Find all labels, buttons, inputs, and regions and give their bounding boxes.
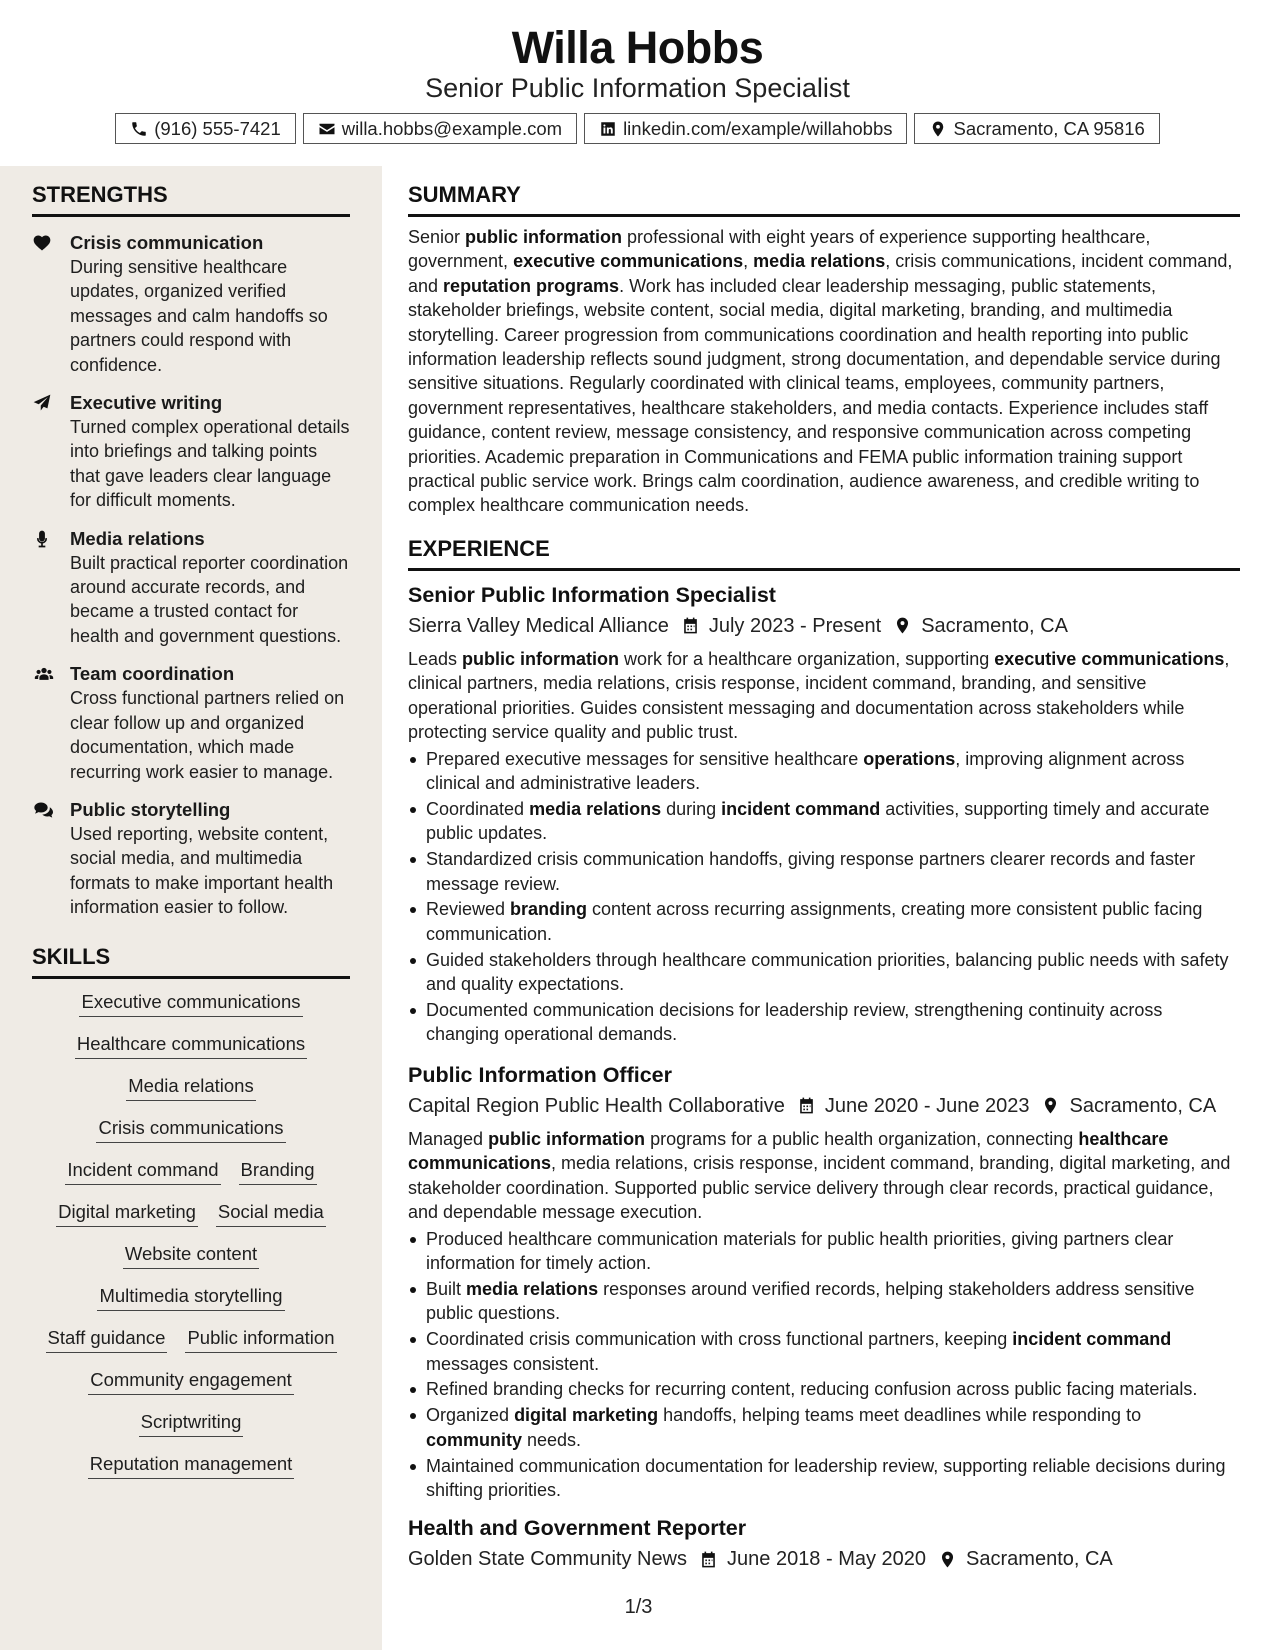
strength-item: [32, 391, 350, 513]
skill-tag: Reputation management: [88, 1453, 295, 1479]
contact-phone[interactable]: [115, 113, 296, 144]
strength-title: Team coordination: [70, 663, 235, 685]
job-title: Health and Government Reporter: [408, 1516, 747, 1541]
job-meta: [408, 1546, 1240, 1572]
paper-plane-icon: [32, 393, 52, 413]
job-dates: June 2020 - June 2023: [824, 1094, 1030, 1117]
sidebar: [0, 166, 382, 1650]
job-description: Leads public information work for a healthcare organization, supporting executive communications, clinical partners, media relations, crisis response, incident command, branding, and sensitive operational priorities. Guides consistent messaging and documentation across stakeholders while protecting service quality and public trust.: [408, 648, 1230, 743]
users-icon: [32, 664, 56, 684]
bullet-item: Refined branding checks for recurring content, reducing confusion across public facing materials.: [408, 1377, 1240, 1401]
skill-tag: Crisis communications: [96, 1117, 285, 1143]
phone-icon: [130, 120, 148, 138]
summary-text: Senior public information professional with eight years of experience supporting healthcare, government, executive communications, media relations, crisis communications, incident command, and reputation programs. Work has included clear leadership messaging, public statements, stakeholder briefings, website content, social media, digital marketing, branding, and multimedia storytelling. Career progression from communications coordination and health reporting into public information leadership reflects sound judgment, strong documentation, and dependable service during sensitive situations. Regularly coordinated with clinical teams, employees, community partners, government representatives, healthcare stakeholders, and media contacts. Experience includes staff guidance, content review, message consistency, and responsive communication across competing priorities. Academic preparation in Communications and FEMA public information training support practical public service work. Brings calm coordination, audience awareness, and credible writing to complex healthcare communication needs.: [408, 227, 1233, 516]
strength-item: [32, 798, 350, 920]
strength-item: [32, 231, 350, 377]
strength-title: Executive writing: [70, 392, 223, 414]
job-entry: [408, 1514, 1240, 1572]
job-description: Managed public information programs for a public health organization, connecting healthcare communications, media relations, crisis response, incident command, branding, digital marketing, and stakeholder coordination. Supported public service delivery through clear records, practical guidance, and dependable message execution.: [408, 1128, 1231, 1223]
strength-text: Built practical reporter coordination around accurate records, and became a trusted contact for health and government questions.: [70, 552, 349, 646]
strength-text: Used reporting, website content, social media, and multimedia formats to make important health information easier to follow.: [70, 823, 334, 918]
job-dates: July 2023 - Present: [708, 614, 882, 637]
job-meta: [408, 613, 1240, 639]
job-dates: June 2018 - May 2020: [727, 1548, 927, 1571]
skill-tag: Social media: [216, 1201, 326, 1227]
job-location: Sacramento, CA: [1069, 1094, 1217, 1117]
skill-tag: Community engagement: [88, 1369, 294, 1395]
microphone-icon: [32, 529, 52, 549]
job-title: Senior Public Information Specialist: [408, 582, 776, 607]
calendar-icon: [699, 1550, 718, 1569]
linkedin-icon: [599, 120, 617, 138]
calendar-icon: [797, 1096, 816, 1115]
skill-tag: Website content: [123, 1243, 259, 1269]
phone-text: (916) 555-7421: [154, 117, 281, 139]
bullet-item: Built media relations responses around verified records, helping stakeholders address sensitive public questions.: [408, 1277, 1240, 1326]
heart-icon: [32, 233, 52, 253]
bullet-item: Coordinated media relations during incident command activities, supporting timely and accurate public updates.: [408, 797, 1240, 846]
experience-section: [408, 536, 1240, 1573]
skill-tag: Digital marketing: [56, 1201, 198, 1227]
calendar-icon: [681, 616, 700, 635]
bullet-item: Produced healthcare communication materials for public health priorities, giving partners clear information for timely action.: [408, 1227, 1240, 1276]
contact-email[interactable]: [303, 113, 577, 144]
skill-tag: Scriptwriting: [139, 1411, 244, 1437]
skill-tag: Branding: [239, 1159, 317, 1185]
bullet-item: Coordinated crisis communication with cross functional partners, keeping incident command messages consistent.: [408, 1327, 1240, 1376]
contact-linkedin[interactable]: [584, 113, 907, 144]
contact-location[interactable]: [914, 113, 1159, 144]
strength-item: [32, 662, 350, 784]
map-marker-icon: [929, 120, 947, 138]
page-number: 1/3: [624, 1596, 653, 1618]
candidate-title: Senior Public Information Specialist: [425, 73, 850, 103]
candidate-name: Willa Hobbs: [511, 22, 764, 73]
bullet-item: Reviewed branding content across recurring assignments, creating more consistent public facing communication.: [408, 897, 1240, 946]
map-marker-icon: [938, 1550, 957, 1569]
strength-title: Media relations: [70, 527, 205, 549]
bullet-item: Documented communication decisions for leadership review, strengthening continuity across changing operational demands.: [408, 998, 1240, 1047]
strengths-heading: STRENGTHS: [32, 182, 350, 217]
contact-bar: [0, 113, 1275, 144]
strength-title: Public storytelling: [70, 798, 231, 820]
strength-text: During sensitive healthcare updates, organized verified messages and calm handoffs so partners could respond with confidence.: [70, 257, 328, 375]
skill-tag: Public information: [185, 1327, 336, 1353]
linkedin-text: linkedin.com/example/willahobbs: [623, 117, 893, 139]
skill-tag: Multimedia storytelling: [97, 1285, 284, 1311]
skills-heading: SKILLS: [32, 944, 350, 979]
skills-list: [32, 991, 350, 1479]
email-text: willa.hobbs@example.com: [341, 117, 563, 139]
bullet-item: Standardized crisis communication handoffs, giving response partners clearer records and faster message review.: [408, 847, 1240, 896]
strength-title: Crisis communication: [70, 232, 264, 253]
skill-tag: Healthcare communications: [75, 1033, 307, 1059]
skill-tag: Executive communications: [79, 991, 302, 1017]
summary-heading: SUMMARY: [408, 182, 1240, 217]
main-content: [408, 166, 1240, 1572]
job-title: Public Information Officer: [408, 1062, 672, 1087]
skill-tag: Staff guidance: [46, 1327, 168, 1353]
strength-item: [32, 527, 350, 649]
job-meta: [408, 1093, 1240, 1119]
job-bullets: [408, 1227, 1240, 1503]
job-location: Sacramento, CA: [966, 1548, 1113, 1571]
bullet-item: Guided stakeholders through healthcare communication priorities, balancing public needs with safety and quality expectations.: [408, 948, 1240, 997]
job-entry: [408, 581, 1240, 1047]
job-company: Capital Region Public Health Collaborative: [408, 1094, 785, 1117]
experience-heading: EXPERIENCE: [408, 536, 1240, 571]
strength-text: Turned complex operational details into briefings and talking points that gave leaders clear language for difficult moments.: [70, 417, 350, 511]
resume-header: [0, 0, 1275, 166]
comments-icon: [32, 800, 55, 820]
envelope-icon: [318, 120, 336, 138]
location-text: Sacramento, CA 95816: [953, 117, 1145, 139]
map-marker-icon: [1041, 1096, 1060, 1115]
job-bullets: [408, 747, 1240, 1047]
job-company: Sierra Valley Medical Alliance: [408, 614, 669, 637]
skill-tag: Media relations: [126, 1075, 255, 1101]
skill-tag: Incident command: [65, 1159, 220, 1185]
bullet-item: Prepared executive messages for sensitive healthcare operations, improving alignment across clinical and administrative leaders.: [408, 747, 1240, 796]
strength-text: Cross functional partners relied on clear follow up and organized documentation, which made recurring work easier to manage.: [70, 688, 345, 782]
bullet-item: Maintained communication documentation for leadership review, supporting reliable decisions during shifting priorities.: [408, 1454, 1240, 1503]
job-location: Sacramento, CA: [921, 614, 1068, 637]
map-marker-icon: [893, 616, 912, 635]
summary-section: [408, 182, 1240, 518]
bullet-item: Organized digital marketing handoffs, helping teams meet deadlines while responding to community needs.: [408, 1403, 1240, 1452]
job-company: Golden State Community News: [408, 1548, 688, 1571]
job-entry: [408, 1061, 1240, 1503]
